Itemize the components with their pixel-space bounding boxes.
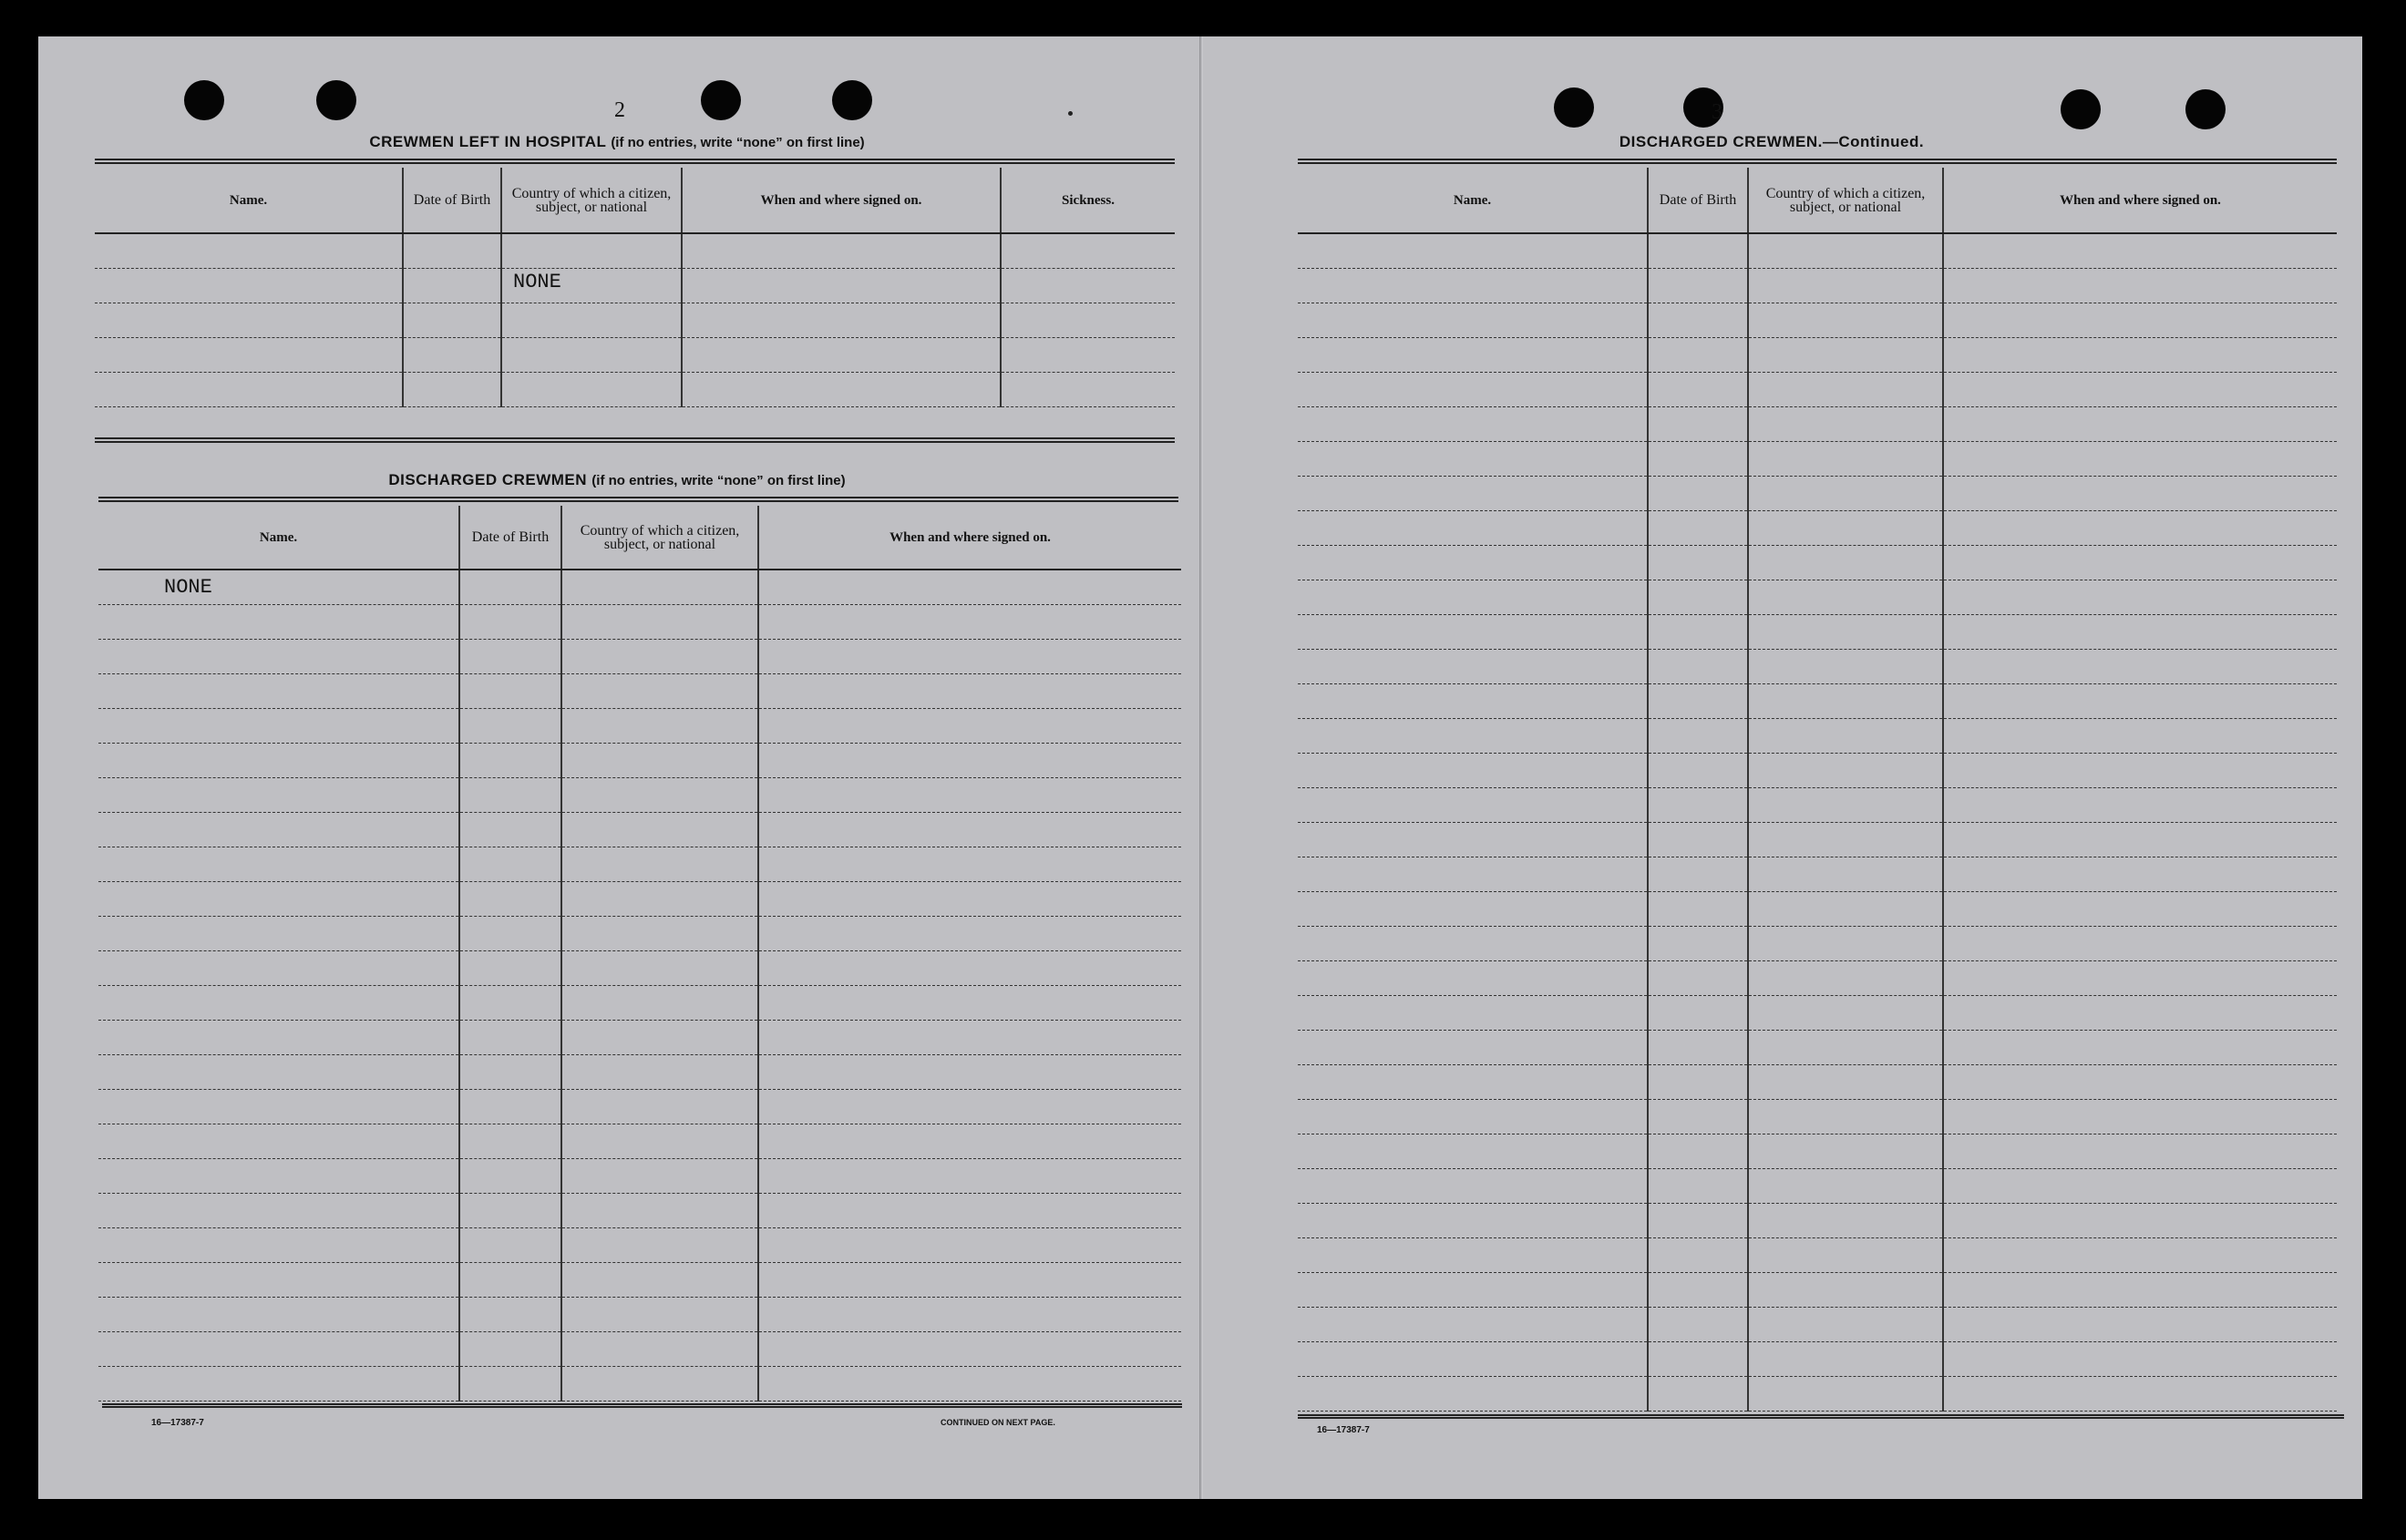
table-row bbox=[1298, 683, 2337, 718]
table-row bbox=[1298, 1272, 2337, 1307]
double-rule bbox=[98, 497, 1178, 502]
table-row bbox=[98, 777, 1181, 812]
punch-hole bbox=[316, 80, 356, 120]
table-row bbox=[98, 604, 1181, 639]
col-signed-on: When and where signed on. bbox=[758, 506, 1181, 570]
form-sheet bbox=[38, 36, 2362, 1499]
discharged-section-title bbox=[93, 471, 1141, 489]
table-row bbox=[1298, 857, 2337, 891]
table-row bbox=[1298, 1307, 2337, 1341]
discharged-table bbox=[98, 506, 1181, 1401]
table-row bbox=[95, 372, 1175, 406]
table-row bbox=[98, 916, 1181, 950]
table-row bbox=[98, 881, 1181, 916]
table-row bbox=[98, 570, 1181, 604]
table-row bbox=[98, 812, 1181, 847]
form-number: 16—17387-7 bbox=[151, 1418, 204, 1428]
continued-note: CONTINUED ON NEXT PAGE. bbox=[941, 1418, 1055, 1427]
bottom-rule bbox=[1298, 1414, 2344, 1419]
table-row bbox=[98, 1227, 1181, 1262]
table-row bbox=[98, 1262, 1181, 1297]
table-row bbox=[98, 1158, 1181, 1193]
col-country: Country of which a citizen, subject, or national bbox=[501, 168, 682, 233]
col-signed-on: When and where signed on. bbox=[1943, 168, 2337, 233]
table-row bbox=[1298, 406, 2337, 441]
table-row bbox=[1298, 1099, 2337, 1134]
table-row bbox=[95, 337, 1175, 372]
punch-hole bbox=[2061, 89, 2101, 129]
table-row bbox=[1298, 1064, 2337, 1099]
table-row bbox=[1298, 233, 2337, 268]
punch-hole bbox=[832, 80, 872, 120]
table-row bbox=[98, 1020, 1181, 1054]
table-row bbox=[1298, 753, 2337, 787]
table-row bbox=[1298, 649, 2337, 683]
punch-hole bbox=[184, 80, 224, 120]
table-row bbox=[98, 950, 1181, 985]
col-signed-on: When and where signed on. bbox=[682, 168, 1001, 233]
table-row bbox=[1298, 787, 2337, 822]
table-row bbox=[1298, 1168, 2337, 1203]
hospital-entry: NONE bbox=[501, 268, 682, 303]
table-row bbox=[98, 1124, 1181, 1158]
table-row bbox=[1298, 1237, 2337, 1272]
double-rule bbox=[95, 159, 1175, 164]
table-row bbox=[1298, 337, 2337, 372]
table-row bbox=[1298, 1134, 2337, 1168]
page-number: 3 bbox=[1712, 100, 1722, 124]
table-row bbox=[95, 303, 1175, 337]
discharged-title-note: (if no entries, write “none” on first line) bbox=[591, 473, 846, 488]
hospital-section-title bbox=[93, 133, 1141, 151]
table-row bbox=[98, 847, 1181, 881]
table-row bbox=[98, 1054, 1181, 1089]
table-row bbox=[1298, 614, 2337, 649]
col-name: Name. bbox=[98, 506, 459, 570]
table-row bbox=[95, 268, 1175, 303]
table-row bbox=[1298, 372, 2337, 406]
col-name: Name. bbox=[1298, 168, 1648, 233]
hospital-table bbox=[95, 168, 1175, 407]
table-row bbox=[98, 673, 1181, 708]
bottom-rule bbox=[102, 1403, 1182, 1408]
table-row bbox=[98, 1297, 1181, 1331]
table-row bbox=[98, 708, 1181, 743]
punch-hole bbox=[1554, 87, 1594, 128]
discharged-continued-title: DISCHARGED CREWMEN.—Continued. bbox=[1619, 133, 1925, 150]
discharged-entry: NONE bbox=[98, 570, 459, 604]
table-row bbox=[1298, 891, 2337, 926]
page-number: 2 bbox=[614, 98, 625, 122]
col-date-of-birth: Date of Birth bbox=[403, 168, 501, 233]
double-rule bbox=[95, 437, 1175, 443]
table-row bbox=[1298, 441, 2337, 476]
hospital-title-text: CREWMEN LEFT IN HOSPITAL bbox=[369, 133, 607, 150]
table-row bbox=[98, 1193, 1181, 1227]
hospital-title-note: (if no entries, write “none” on first line) bbox=[611, 135, 865, 150]
table-row bbox=[98, 1366, 1181, 1401]
table-row bbox=[98, 985, 1181, 1020]
table-row bbox=[95, 233, 1175, 268]
form-number: 16—17387-7 bbox=[1317, 1425, 1370, 1435]
table-row bbox=[1298, 510, 2337, 545]
punch-hole bbox=[701, 80, 741, 120]
table-row bbox=[1298, 1376, 2337, 1411]
col-name: Name. bbox=[95, 168, 403, 233]
page-left bbox=[38, 36, 1200, 1499]
page-right bbox=[1202, 36, 2362, 1499]
table-row bbox=[1298, 303, 2337, 337]
col-country: Country of which a citizen, subject, or national bbox=[1748, 168, 1943, 233]
table-row bbox=[98, 639, 1181, 673]
table-row bbox=[1298, 960, 2337, 995]
table-row bbox=[1298, 1203, 2337, 1237]
punch-hole bbox=[2185, 89, 2226, 129]
table-row bbox=[1298, 580, 2337, 614]
table-row bbox=[1298, 545, 2337, 580]
table-row bbox=[1298, 1341, 2337, 1376]
discharged-continued-table bbox=[1298, 168, 2337, 1412]
table-row bbox=[1298, 268, 2337, 303]
col-date-of-birth: Date of Birth bbox=[459, 506, 561, 570]
table-row bbox=[1298, 1030, 2337, 1064]
table-row bbox=[1298, 822, 2337, 857]
col-country: Country of which a citizen, subject, or national bbox=[561, 506, 758, 570]
table-row bbox=[98, 743, 1181, 777]
discharged-title-text: DISCHARGED CREWMEN bbox=[388, 471, 588, 488]
col-sickness: Sickness. bbox=[1001, 168, 1175, 233]
table-row bbox=[98, 1089, 1181, 1124]
ink-mark bbox=[1068, 111, 1073, 116]
table-row bbox=[1298, 476, 2337, 510]
double-rule bbox=[1298, 159, 2337, 164]
table-row bbox=[1298, 926, 2337, 960]
table-row bbox=[1298, 995, 2337, 1030]
col-date-of-birth: Date of Birth bbox=[1648, 168, 1748, 233]
table-row bbox=[98, 1331, 1181, 1366]
table-row bbox=[1298, 718, 2337, 753]
